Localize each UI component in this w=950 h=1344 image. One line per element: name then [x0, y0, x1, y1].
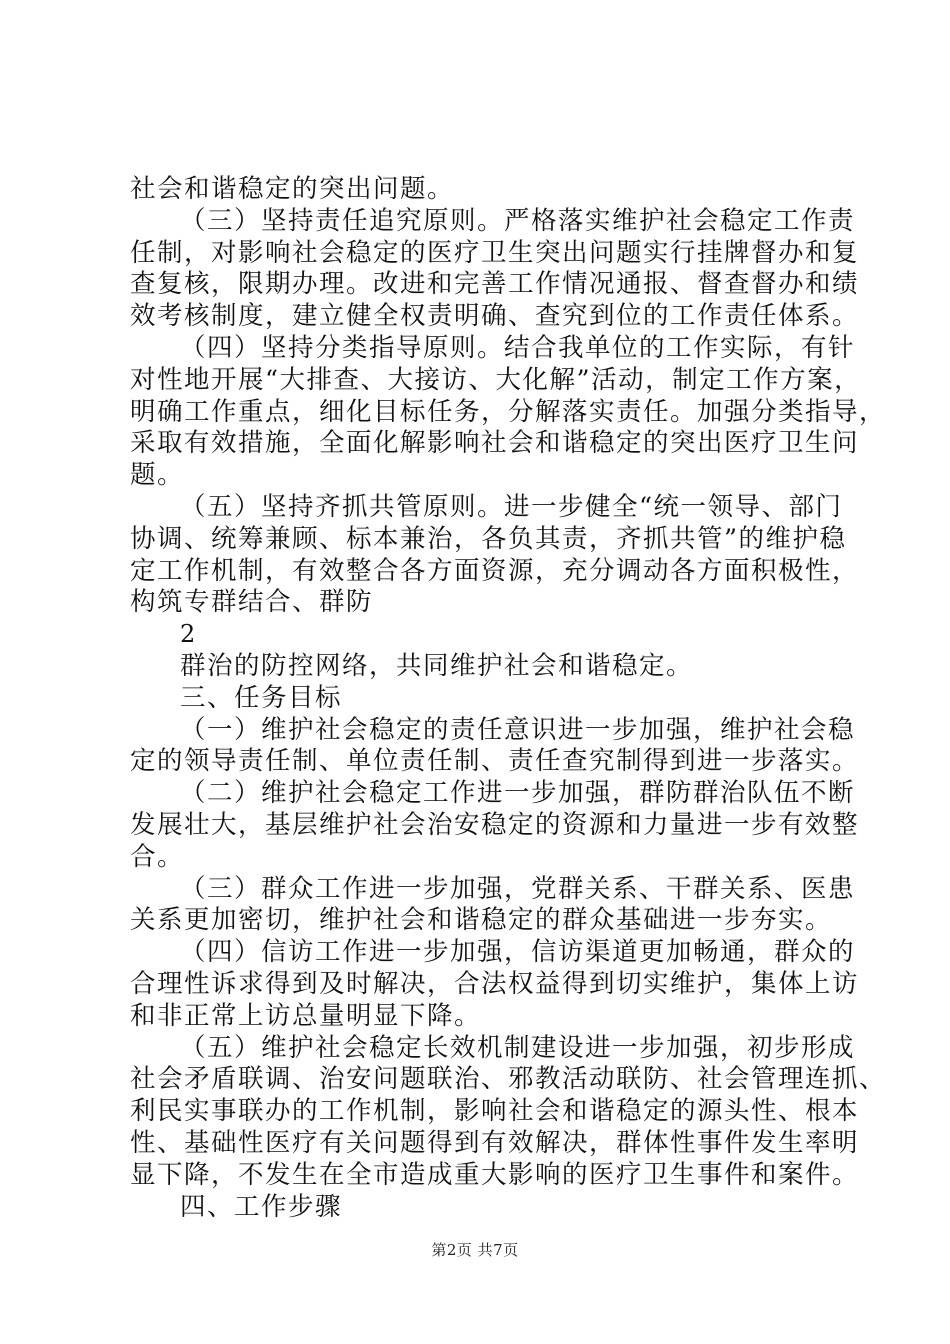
- body-text-line: 合。: [130, 841, 185, 872]
- body-text-line: 发展壮大，基层维护社会治安稳定的资源和力量进一步有效整: [130, 810, 860, 840]
- page-footer: 第2页 共7页: [431, 1241, 519, 1259]
- body-text-line: 查复核，限期办理。改进和完善工作情况通报、督查督办和绩: [130, 269, 860, 300]
- body-text-line: 构筑专群结合、群防: [130, 587, 374, 618]
- paragraph-first-line: （五）维护社会稳定长效机制建设进一步加强，初步形成: [180, 1032, 856, 1063]
- body-text-line: 性、基础性医疗有关问题得到有效解决，群体性事件发生率明: [130, 1128, 860, 1158]
- body-text-line: 关系更加密切，维护社会和谐稳定的群众基础进一步夯实。: [130, 905, 833, 936]
- body-text-line: 协调、统筹兼顾、标本兼治，各负其责，齐抓共管”的维护稳: [130, 523, 847, 554]
- body-text-line: 和非正常上访总量明显下降。: [130, 1000, 482, 1031]
- body-text-line: 定的领导责任制、单位责任制、责任查究制得到进一步落实。: [130, 746, 860, 777]
- body-text-line: 题。: [130, 460, 185, 491]
- paragraph-first-line: （四）坚持分类指导原则。结合我单位的工作实际，有针: [180, 333, 856, 363]
- body-text-line: 社会矛盾联调、治安问题联治、邪教活动联防、社会管理连抓、: [130, 1064, 887, 1095]
- paragraph-first-line: （三）坚持责任追究原则。严格落实维护社会稳定工作责: [180, 205, 856, 236]
- section-heading: 四、工作步骤: [180, 1191, 343, 1222]
- body-text-line: 任制，对影响社会稳定的医疗卫生突出问题实行挂牌督办和复: [130, 237, 860, 268]
- inline-page-number: 2: [180, 620, 197, 649]
- body-text-line: 合理性诉求得到及时解决，合法权益得到切实维护，集体上访: [130, 969, 860, 999]
- paragraph-first-line: （三）群众工作进一步加强，党群关系、干群关系、医患: [180, 873, 856, 904]
- body-text-line: 采取有效措施，全面化解影响社会和谐稳定的突出医疗卫生问: [130, 428, 860, 459]
- paragraph-first-line: （一）维护社会稳定的责任意识进一步加强，维护社会稳: [180, 714, 856, 745]
- body-text-line: 效考核制度，建立健全权责明确、查究到位的工作责任体系。: [130, 301, 860, 332]
- body-text-line: 明确工作重点，细化目标任务，分解落实责任。加强分类指导，: [130, 396, 887, 427]
- body-text-line: 显下降，不发生在全市造成重大影响的医疗卫生事件和案件。: [130, 1159, 860, 1190]
- paragraph-first-line: （二）维护社会稳定工作进一步加强，群防群治队伍不断: [180, 778, 856, 809]
- body-text-line: 利民实事联办的工作机制，影响社会和谐稳定的源头性、根本: [130, 1096, 860, 1127]
- paragraph-first-line: （五）坚持齐抓共管原则。进一步健全“统一领导、部门: [180, 492, 843, 522]
- body-text-line: 定工作机制，有效整合各方面资源，充分调动各方面积极性，: [130, 555, 860, 586]
- body-text-line: 社会和谐稳定的突出问题。: [130, 174, 455, 204]
- paragraph-first-line: （四）信访工作进一步加强，信访渠道更加畅通，群众的: [180, 937, 856, 968]
- body-text-line: 群治的防控网络，共同维护社会和谐稳定。: [180, 651, 694, 681]
- body-text-line: 对性地开展“大排查、大接访、大化解”活动，制定工作方案，: [130, 364, 862, 395]
- section-heading: 三、任务目标: [180, 682, 343, 713]
